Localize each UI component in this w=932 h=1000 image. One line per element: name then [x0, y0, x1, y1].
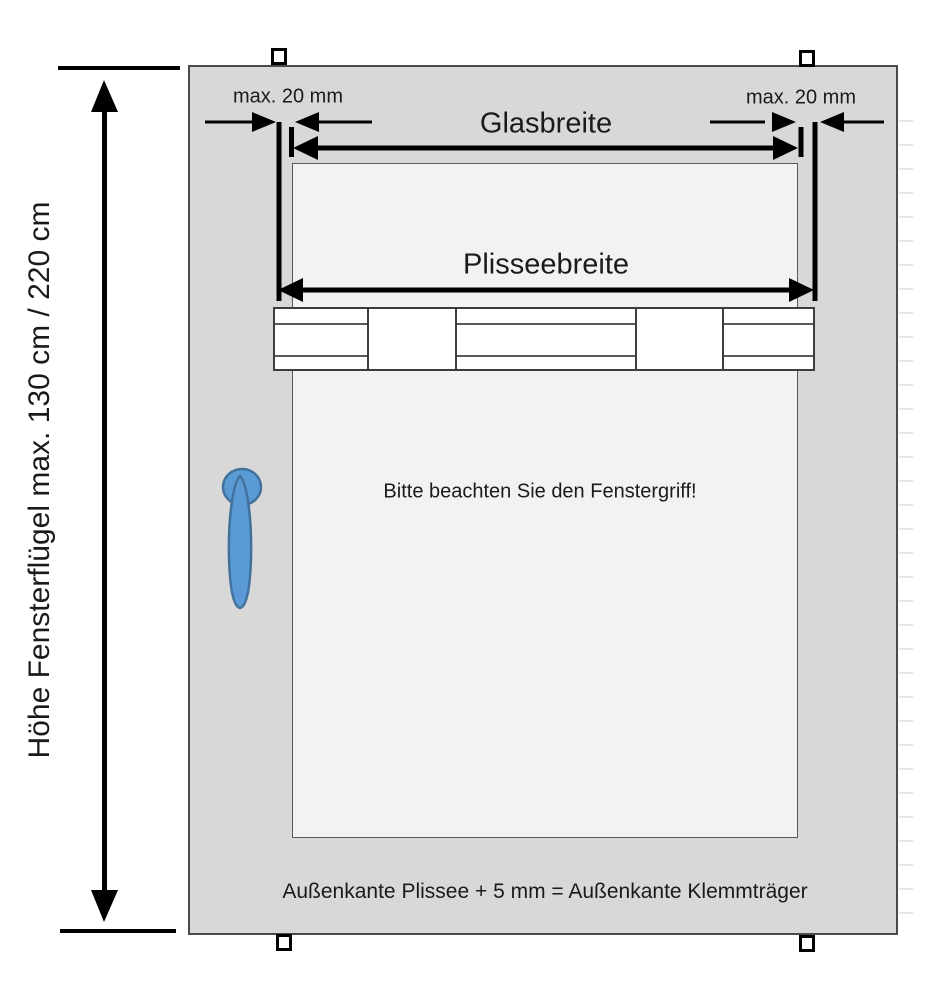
- rail-profile-segment: [457, 309, 635, 369]
- max-offset-label-left: max. 20 mm: [232, 85, 344, 108]
- ruler-tick: [899, 696, 913, 698]
- clamp-marker-top-left: [271, 48, 287, 65]
- arrow-up-icon: [91, 80, 118, 112]
- ruler-tick: [899, 192, 913, 194]
- ruler-tick: [899, 288, 913, 290]
- ruler-tick: [899, 672, 913, 674]
- rail-profile-segment: [724, 309, 813, 369]
- ruler-tick: [899, 120, 913, 122]
- rail-profile-segment: [275, 309, 367, 369]
- handle-note: Bitte beachten Sie den Fenstergriff!: [383, 480, 697, 503]
- ruler-tick: [899, 576, 913, 578]
- height-dim-bottom-tick: [60, 929, 176, 933]
- bottom-note: Außenkante Plissee + 5 mm = Außenkante Klemmträger: [282, 880, 808, 903]
- ruler-tick: [899, 240, 913, 242]
- ruler-tick: [899, 144, 913, 146]
- glass-width-label: Glasbreite: [479, 107, 613, 140]
- ruler-tick: [899, 816, 913, 818]
- arrow-down-icon: [91, 890, 118, 922]
- height-dimension-label: Höhe Fensterflügel max. 130 cm / 220 cm: [23, 201, 56, 759]
- clamp-marker-bottom-left: [276, 934, 292, 951]
- ruler-tick: [899, 360, 913, 362]
- clamp-bracket: [367, 309, 457, 369]
- ruler-tick: [899, 408, 913, 410]
- ruler-tick: [899, 864, 913, 866]
- rail-profile-line: [275, 323, 367, 325]
- ruler-tick: [899, 504, 913, 506]
- ruler-tick: [899, 648, 913, 650]
- ruler-tick: [899, 528, 913, 530]
- rail-profile-line: [457, 355, 635, 357]
- rail-profile-line: [724, 355, 813, 357]
- ruler-tick: [899, 264, 913, 266]
- ruler-tick: [899, 912, 913, 914]
- height-dim-top-tick: [58, 66, 180, 70]
- clamp-marker-bottom-right: [799, 935, 815, 952]
- ruler-tick: [899, 744, 913, 746]
- ruler-tick: [899, 432, 913, 434]
- height-dim-line: [102, 108, 107, 892]
- ruler-tick: [899, 552, 913, 554]
- pleat-width-label: Plisseebreite: [462, 248, 630, 281]
- blind-head-rail: [273, 307, 815, 371]
- rail-profile-line: [457, 323, 635, 325]
- ruler-tick: [899, 456, 913, 458]
- ruler-tick: [899, 720, 913, 722]
- ruler-tick: [899, 840, 913, 842]
- ruler-tick: [899, 888, 913, 890]
- clamp-marker-top-right: [799, 50, 815, 67]
- clamp-bracket: [635, 309, 724, 369]
- ruler-tick: [899, 216, 913, 218]
- rail-profile-line: [724, 323, 813, 325]
- max-offset-label-right: max. 20 mm: [745, 86, 857, 109]
- ruler-tick: [899, 600, 913, 602]
- ruler-tick: [899, 168, 913, 170]
- ruler-tick: [899, 624, 913, 626]
- ruler-tick: [899, 384, 913, 386]
- ruler-tick: [899, 768, 913, 770]
- ruler-tick: [899, 336, 913, 338]
- ruler-tick: [899, 792, 913, 794]
- ruler-tick: [899, 480, 913, 482]
- ruler-tick: [899, 312, 913, 314]
- rail-profile-line: [275, 355, 367, 357]
